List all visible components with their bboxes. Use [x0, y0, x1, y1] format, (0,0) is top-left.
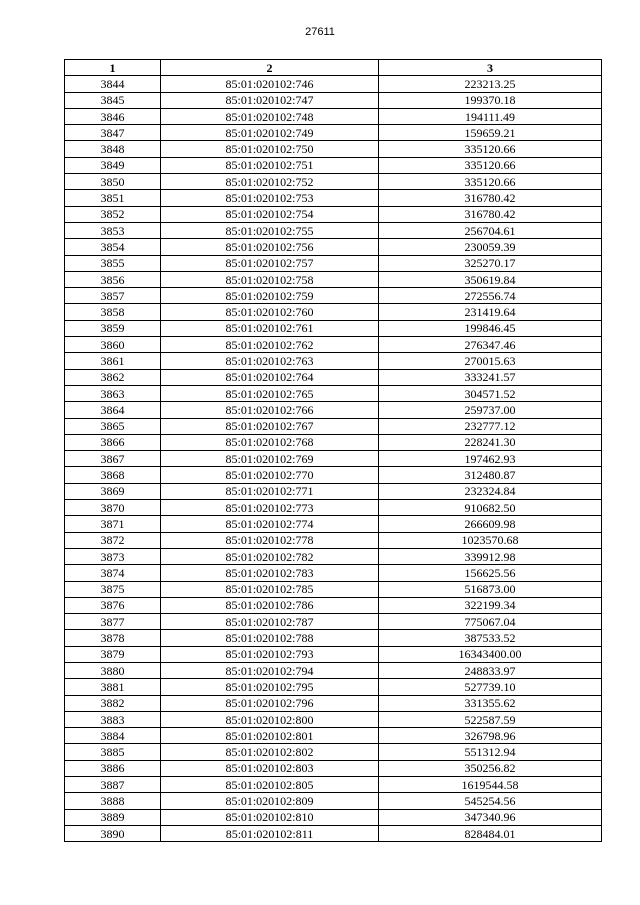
row-number-cell: 3844 — [65, 76, 161, 92]
table-row — [65, 288, 602, 304]
value-cell: 335120.66 — [379, 174, 602, 190]
row-number-cell: 3869 — [65, 483, 161, 499]
cadastral-number-cell: 85:01:020102:768 — [161, 434, 379, 450]
cadastral-number-cell: 85:01:020102:758 — [161, 271, 379, 287]
table-row — [65, 728, 602, 744]
value-cell: 347340.96 — [379, 809, 602, 825]
cadastral-number-cell: 85:01:020102:765 — [161, 385, 379, 401]
row-number-cell: 3850 — [65, 174, 161, 190]
row-number-cell: 3865 — [65, 418, 161, 434]
value-cell: 775067.04 — [379, 614, 602, 630]
table-row — [65, 304, 602, 320]
value-cell: 1619544.58 — [379, 777, 602, 793]
table-row — [65, 646, 602, 662]
cadastral-number-cell: 85:01:020102:773 — [161, 500, 379, 516]
value-cell: 350256.82 — [379, 760, 602, 776]
value-cell: 326798.96 — [379, 728, 602, 744]
table-row — [65, 157, 602, 173]
cadastral-number-cell: 85:01:020102:786 — [161, 597, 379, 613]
table-row — [65, 825, 602, 841]
value-cell: 339912.98 — [379, 548, 602, 564]
table-row — [65, 500, 602, 516]
table-row — [65, 662, 602, 678]
value-cell: 156625.56 — [379, 565, 602, 581]
row-number-cell: 3888 — [65, 793, 161, 809]
cadastral-number-cell: 85:01:020102:762 — [161, 337, 379, 353]
row-number-cell: 3859 — [65, 320, 161, 336]
row-number-cell: 3883 — [65, 711, 161, 727]
cadastral-number-cell: 85:01:020102:769 — [161, 451, 379, 467]
cadastral-number-cell: 85:01:020102:747 — [161, 92, 379, 108]
value-cell: 259737.00 — [379, 402, 602, 418]
value-cell: 223213.25 — [379, 76, 602, 92]
table-row — [65, 320, 602, 336]
row-number-cell: 3887 — [65, 777, 161, 793]
value-cell: 232324.84 — [379, 483, 602, 499]
cadastral-number-cell: 85:01:020102:801 — [161, 728, 379, 744]
table-row — [65, 174, 602, 190]
row-number-cell: 3885 — [65, 744, 161, 760]
table-row — [65, 418, 602, 434]
cadastral-number-cell: 85:01:020102:761 — [161, 320, 379, 336]
table-row — [65, 190, 602, 206]
cadastral-number-cell: 85:01:020102:764 — [161, 369, 379, 385]
table-row — [65, 434, 602, 450]
value-cell: 1023570.68 — [379, 532, 602, 548]
cadastral-number-cell: 85:01:020102:794 — [161, 662, 379, 678]
table-row — [65, 125, 602, 141]
table-row — [65, 548, 602, 564]
data-table — [64, 59, 602, 842]
table-row — [65, 711, 602, 727]
row-number-cell: 3854 — [65, 239, 161, 255]
row-number-cell: 3849 — [65, 157, 161, 173]
table-row — [65, 483, 602, 499]
value-cell: 910682.50 — [379, 500, 602, 516]
row-number-cell: 3855 — [65, 255, 161, 271]
cadastral-number-cell: 85:01:020102:782 — [161, 548, 379, 564]
table-row — [65, 108, 602, 124]
table-row — [65, 141, 602, 157]
cadastral-number-cell: 85:01:020102:783 — [161, 565, 379, 581]
table-row — [65, 793, 602, 809]
cadastral-number-cell: 85:01:020102:756 — [161, 239, 379, 255]
row-number-cell: 3847 — [65, 125, 161, 141]
cadastral-number-cell: 85:01:020102:766 — [161, 402, 379, 418]
value-cell: 194111.49 — [379, 108, 602, 124]
cadastral-number-cell: 85:01:020102:774 — [161, 516, 379, 532]
row-number-cell: 3882 — [65, 695, 161, 711]
cadastral-number-cell: 85:01:020102:771 — [161, 483, 379, 499]
cadastral-number-cell: 85:01:020102:805 — [161, 777, 379, 793]
header-row — [65, 60, 602, 76]
table-row — [65, 402, 602, 418]
table-row — [65, 271, 602, 287]
row-number-cell: 3870 — [65, 500, 161, 516]
cadastral-number-cell: 85:01:020102:810 — [161, 809, 379, 825]
table-row — [65, 614, 602, 630]
value-cell: 522587.59 — [379, 711, 602, 727]
cadastral-number-cell: 85:01:020102:788 — [161, 630, 379, 646]
value-cell: 325270.17 — [379, 255, 602, 271]
value-cell: 333241.57 — [379, 369, 602, 385]
table-header — [65, 60, 602, 76]
table-row — [65, 597, 602, 613]
table-row — [65, 451, 602, 467]
row-number-cell: 3852 — [65, 206, 161, 222]
table-row — [65, 353, 602, 369]
table-row — [65, 369, 602, 385]
table-body — [65, 76, 602, 842]
row-number-cell: 3889 — [65, 809, 161, 825]
value-cell: 232777.12 — [379, 418, 602, 434]
row-number-cell: 3860 — [65, 337, 161, 353]
cadastral-number-cell: 85:01:020102:793 — [161, 646, 379, 662]
row-number-cell: 3864 — [65, 402, 161, 418]
row-number-cell: 3878 — [65, 630, 161, 646]
cadastral-number-cell: 85:01:020102:751 — [161, 157, 379, 173]
header-col-3: 3 — [379, 60, 602, 76]
table-row — [65, 630, 602, 646]
value-cell: 335120.66 — [379, 141, 602, 157]
table-row — [65, 679, 602, 695]
value-cell: 197462.93 — [379, 451, 602, 467]
value-cell: 350619.84 — [379, 271, 602, 287]
row-number-cell: 3877 — [65, 614, 161, 630]
cadastral-number-cell: 85:01:020102:750 — [161, 141, 379, 157]
table-row — [65, 337, 602, 353]
value-cell: 270015.63 — [379, 353, 602, 369]
value-cell: 248833.97 — [379, 662, 602, 678]
table-row — [65, 744, 602, 760]
table-row — [65, 92, 602, 108]
table-row — [65, 777, 602, 793]
cadastral-number-cell: 85:01:020102:746 — [161, 76, 379, 92]
cadastral-number-cell: 85:01:020102:755 — [161, 222, 379, 238]
cadastral-number-cell: 85:01:020102:753 — [161, 190, 379, 206]
cadastral-number-cell: 85:01:020102:763 — [161, 353, 379, 369]
row-number-cell: 3873 — [65, 548, 161, 564]
table-row — [65, 467, 602, 483]
row-number-cell: 3875 — [65, 581, 161, 597]
cadastral-number-cell: 85:01:020102:759 — [161, 288, 379, 304]
row-number-cell: 3862 — [65, 369, 161, 385]
table-row — [65, 385, 602, 401]
value-cell: 387533.52 — [379, 630, 602, 646]
row-number-cell: 3880 — [65, 662, 161, 678]
table-row — [65, 222, 602, 238]
value-cell: 316780.42 — [379, 206, 602, 222]
value-cell: 159659.21 — [379, 125, 602, 141]
row-number-cell: 3858 — [65, 304, 161, 320]
table-row — [65, 809, 602, 825]
cadastral-number-cell: 85:01:020102:760 — [161, 304, 379, 320]
value-cell: 312480.87 — [379, 467, 602, 483]
row-number-cell: 3851 — [65, 190, 161, 206]
table-row — [65, 581, 602, 597]
row-number-cell: 3884 — [65, 728, 161, 744]
value-cell: 256704.61 — [379, 222, 602, 238]
row-number-cell: 3871 — [65, 516, 161, 532]
cadastral-number-cell: 85:01:020102:757 — [161, 255, 379, 271]
table-row — [65, 760, 602, 776]
value-cell: 272556.74 — [379, 288, 602, 304]
cadastral-number-cell: 85:01:020102:749 — [161, 125, 379, 141]
row-number-cell: 3863 — [65, 385, 161, 401]
row-number-cell: 3872 — [65, 532, 161, 548]
value-cell: 266609.98 — [379, 516, 602, 532]
value-cell: 335120.66 — [379, 157, 602, 173]
cadastral-number-cell: 85:01:020102:785 — [161, 581, 379, 597]
header-col-1: 1 — [65, 60, 161, 76]
row-number-cell: 3868 — [65, 467, 161, 483]
value-cell: 828484.01 — [379, 825, 602, 841]
cadastral-number-cell: 85:01:020102:803 — [161, 760, 379, 776]
table-row — [65, 516, 602, 532]
row-number-cell: 3846 — [65, 108, 161, 124]
value-cell: 551312.94 — [379, 744, 602, 760]
value-cell: 231419.64 — [379, 304, 602, 320]
cadastral-number-cell: 85:01:020102:778 — [161, 532, 379, 548]
row-number-cell: 3886 — [65, 760, 161, 776]
header-col-2: 2 — [161, 60, 379, 76]
row-number-cell: 3853 — [65, 222, 161, 238]
cadastral-number-cell: 85:01:020102:802 — [161, 744, 379, 760]
table-row — [65, 695, 602, 711]
value-cell: 322199.34 — [379, 597, 602, 613]
cadastral-number-cell: 85:01:020102:811 — [161, 825, 379, 841]
value-cell: 16343400.00 — [379, 646, 602, 662]
cadastral-number-cell: 85:01:020102:787 — [161, 614, 379, 630]
row-number-cell: 3874 — [65, 565, 161, 581]
row-number-cell: 3861 — [65, 353, 161, 369]
cadastral-number-cell: 85:01:020102:752 — [161, 174, 379, 190]
row-number-cell: 3856 — [65, 271, 161, 287]
cadastral-number-cell: 85:01:020102:748 — [161, 108, 379, 124]
value-cell: 230059.39 — [379, 239, 602, 255]
value-cell: 527739.10 — [379, 679, 602, 695]
value-cell: 304571.52 — [379, 385, 602, 401]
cadastral-number-cell: 85:01:020102:767 — [161, 418, 379, 434]
value-cell: 516873.00 — [379, 581, 602, 597]
value-cell: 199846.45 — [379, 320, 602, 336]
row-number-cell: 3879 — [65, 646, 161, 662]
table-row — [65, 206, 602, 222]
row-number-cell: 3881 — [65, 679, 161, 695]
page-number: 27611 — [305, 26, 335, 38]
table-row — [65, 239, 602, 255]
table-row — [65, 565, 602, 581]
value-cell: 316780.42 — [379, 190, 602, 206]
cadastral-number-cell: 85:01:020102:800 — [161, 711, 379, 727]
row-number-cell: 3866 — [65, 434, 161, 450]
row-number-cell: 3876 — [65, 597, 161, 613]
value-cell: 276347.46 — [379, 337, 602, 353]
row-number-cell: 3857 — [65, 288, 161, 304]
value-cell: 545254.56 — [379, 793, 602, 809]
cadastral-number-cell: 85:01:020102:754 — [161, 206, 379, 222]
value-cell: 331355.62 — [379, 695, 602, 711]
cadastral-number-cell: 85:01:020102:796 — [161, 695, 379, 711]
cadastral-number-cell: 85:01:020102:809 — [161, 793, 379, 809]
value-cell: 228241.30 — [379, 434, 602, 450]
cadastral-number-cell: 85:01:020102:795 — [161, 679, 379, 695]
cadastral-number-cell: 85:01:020102:770 — [161, 467, 379, 483]
value-cell: 199370.18 — [379, 92, 602, 108]
row-number-cell: 3848 — [65, 141, 161, 157]
row-number-cell: 3845 — [65, 92, 161, 108]
row-number-cell: 3867 — [65, 451, 161, 467]
row-number-cell: 3890 — [65, 825, 161, 841]
table-row — [65, 532, 602, 548]
table-row — [65, 76, 602, 92]
table-row — [65, 255, 602, 271]
